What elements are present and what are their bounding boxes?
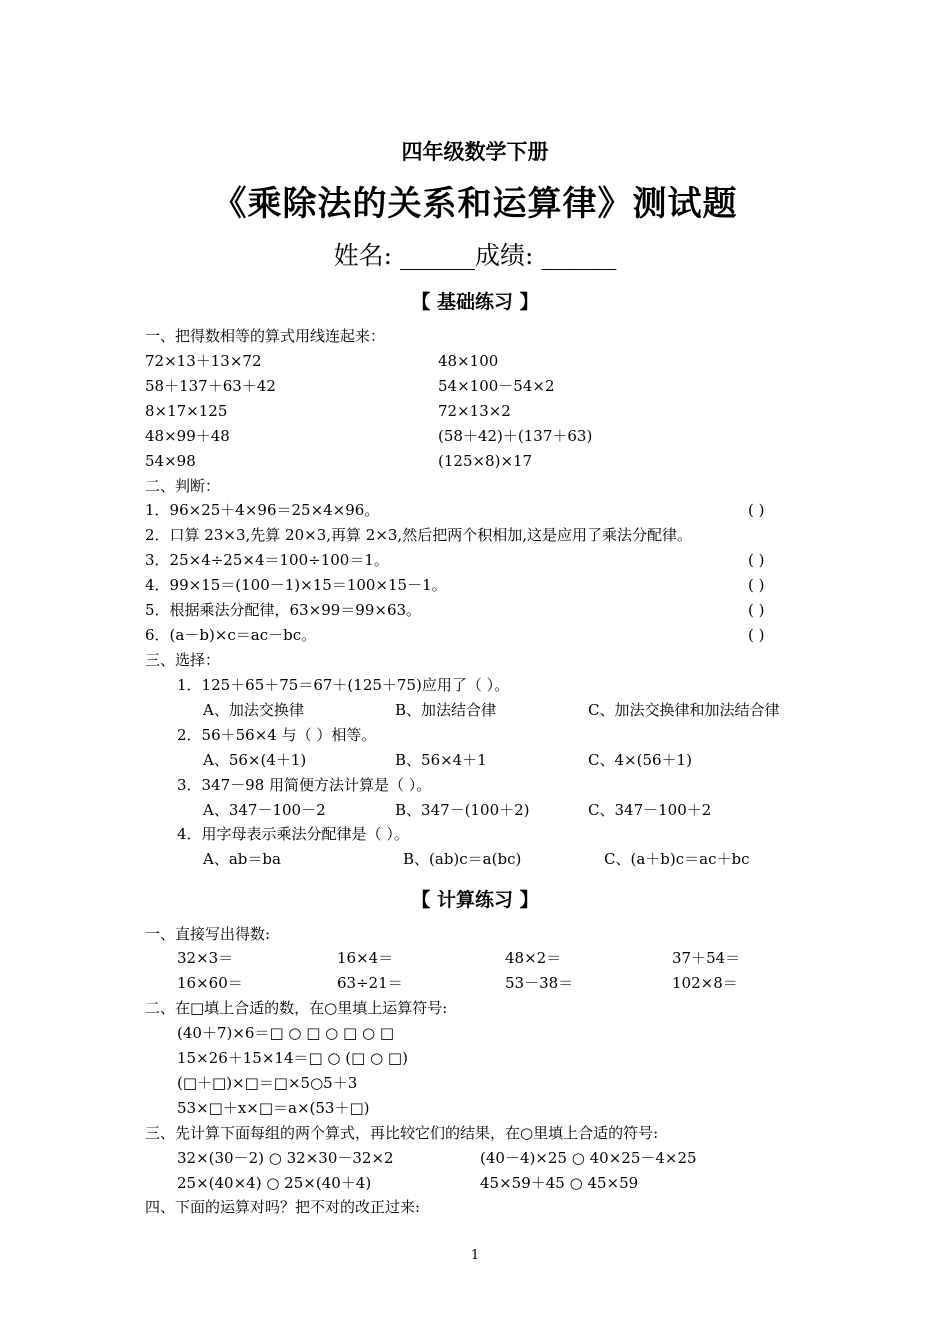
- fill-blank-line: 53×□＋x×□＝a×(53＋□): [177, 1099, 370, 1117]
- page-title: 《乘除法的关系和运算律》测试题: [212, 184, 738, 224]
- match-right-item: 48×100: [438, 352, 499, 370]
- mental-calc-item: 16×60＝: [177, 974, 243, 992]
- grade-title: 四年级数学下册: [401, 139, 549, 164]
- match-left-item: 58＋137＋63＋42: [145, 377, 276, 395]
- match-right-item: (125×8)×17: [438, 452, 533, 470]
- judge-item: 5．根据乘法分配律，63×99＝99×63。: [145, 601, 422, 619]
- choice-option-c[interactable]: C、4×(56＋1): [588, 751, 692, 769]
- calc-q1-label: 一、直接写出得数:: [145, 925, 271, 943]
- compare-item: (40－4)×25 ○ 40×25－4×25: [480, 1149, 697, 1167]
- choice-option-b[interactable]: B、加法结合律: [395, 701, 497, 719]
- answer-paren[interactable]: ( ): [748, 501, 765, 519]
- choice-question: 1．125＋65＋75＝67＋(125＋75)应用了（ ）。: [177, 676, 510, 694]
- section-heading-calc: 【 计算练习 】: [411, 889, 539, 911]
- q1-label: 一、把得数相等的算式用线连起来：: [145, 327, 386, 345]
- choice-option-c[interactable]: C、347－100＋2: [588, 801, 712, 819]
- answer-paren[interactable]: ( ): [748, 626, 765, 644]
- judge-item: 4．99×15＝(100－1)×15＝100×15－1。: [145, 576, 447, 594]
- mental-calc-item: 48×2＝: [505, 949, 562, 967]
- calc-q3-label: 三、先计算下面每组的两个算式，再比较它们的结果，在○里填上合适的符号:: [145, 1124, 659, 1142]
- match-left-item: 48×99＋48: [145, 427, 230, 445]
- choice-option-a[interactable]: A、ab＝ba: [203, 850, 281, 868]
- mental-calc-item: 53－38＝: [505, 974, 574, 992]
- judge-item: 2．口算 23×3,先算 20×3,再算 2×3,然后把两个积相加,这是应用了乘法分配律。: [145, 526, 692, 544]
- match-left-item: 72×13＋13×72: [145, 352, 262, 370]
- q2-label: 二、判断：: [145, 477, 221, 495]
- mental-calc-item: 102×8＝: [672, 974, 738, 992]
- choice-question: 4．用字母表示乘法分配律是（ ）。: [177, 825, 409, 843]
- choice-option-c[interactable]: C、加法交换律和加法结合律: [588, 701, 780, 719]
- choice-option-b[interactable]: B、347－(100＋2): [395, 801, 530, 819]
- calc-q4-label: 四、下面的运算对吗？把不对的改正过来:: [145, 1198, 421, 1216]
- compare-item: 32×(30－2) ○ 32×30－32×2: [177, 1149, 394, 1167]
- match-right-item: (58＋42)＋(137＋63): [438, 427, 593, 445]
- judge-item: 1．96×25＋4×96＝25×4×96。: [145, 501, 380, 519]
- mental-calc-item: 16×4＝: [337, 949, 394, 967]
- answer-paren[interactable]: ( ): [748, 601, 765, 619]
- judge-item: 3．25×4÷25×4＝100÷100＝1。: [145, 551, 389, 569]
- fill-blank-line: (□＋□)×□＝□×5○5＋3: [177, 1074, 358, 1092]
- name-score-line: 姓名: ______成绩: ______: [333, 241, 617, 270]
- compare-item: 25×(40×4) ○ 25×(40＋4): [177, 1174, 372, 1192]
- choice-question: 2．56＋56×4 与（ ）相等。: [177, 726, 377, 744]
- choice-question: 3．347－98 用简便方法计算是（ ）。: [177, 776, 432, 794]
- section-heading-basic: 【 基础练习 】: [411, 291, 539, 313]
- match-right-item: 72×13×2: [438, 402, 511, 420]
- page-number: 1: [470, 1248, 480, 1263]
- choice-option-b[interactable]: B、(ab)c＝a(bc): [403, 850, 522, 868]
- choice-option-b[interactable]: B、56×4＋1: [395, 751, 487, 769]
- fill-blank-line: 15×26＋15×14＝□ ○ (□ ○ □): [177, 1049, 408, 1067]
- choice-option-a[interactable]: A、56×(4＋1): [203, 751, 307, 769]
- choice-option-a[interactable]: A、347－100－2: [203, 801, 326, 819]
- match-left-item: 8×17×125: [145, 402, 228, 420]
- mental-calc-item: 37＋54＝: [672, 949, 741, 967]
- answer-paren[interactable]: ( ): [748, 576, 765, 594]
- fill-blank-line: (40＋7)×6＝□ ○ □ ○ □ ○ □: [177, 1024, 395, 1042]
- choice-option-c[interactable]: C、(a＋b)c＝ac＋bc: [604, 850, 750, 868]
- answer-paren[interactable]: ( ): [748, 551, 765, 569]
- mental-calc-item: 63÷21＝: [337, 974, 403, 992]
- match-right-item: 54×100－54×2: [438, 377, 555, 395]
- mental-calc-item: 32×3＝: [177, 949, 234, 967]
- compare-item: 45×59＋45 ○ 45×59: [480, 1174, 639, 1192]
- judge-item: 6．(a－b)×c＝ac－bc。: [145, 626, 317, 644]
- calc-q2-label: 二、在□填上合适的数，在○里填上运算符号:: [145, 999, 448, 1017]
- choice-option-a[interactable]: A、加法交换律: [203, 701, 304, 719]
- q3-label: 三、选择：: [145, 651, 221, 669]
- match-left-item: 54×98: [145, 452, 196, 470]
